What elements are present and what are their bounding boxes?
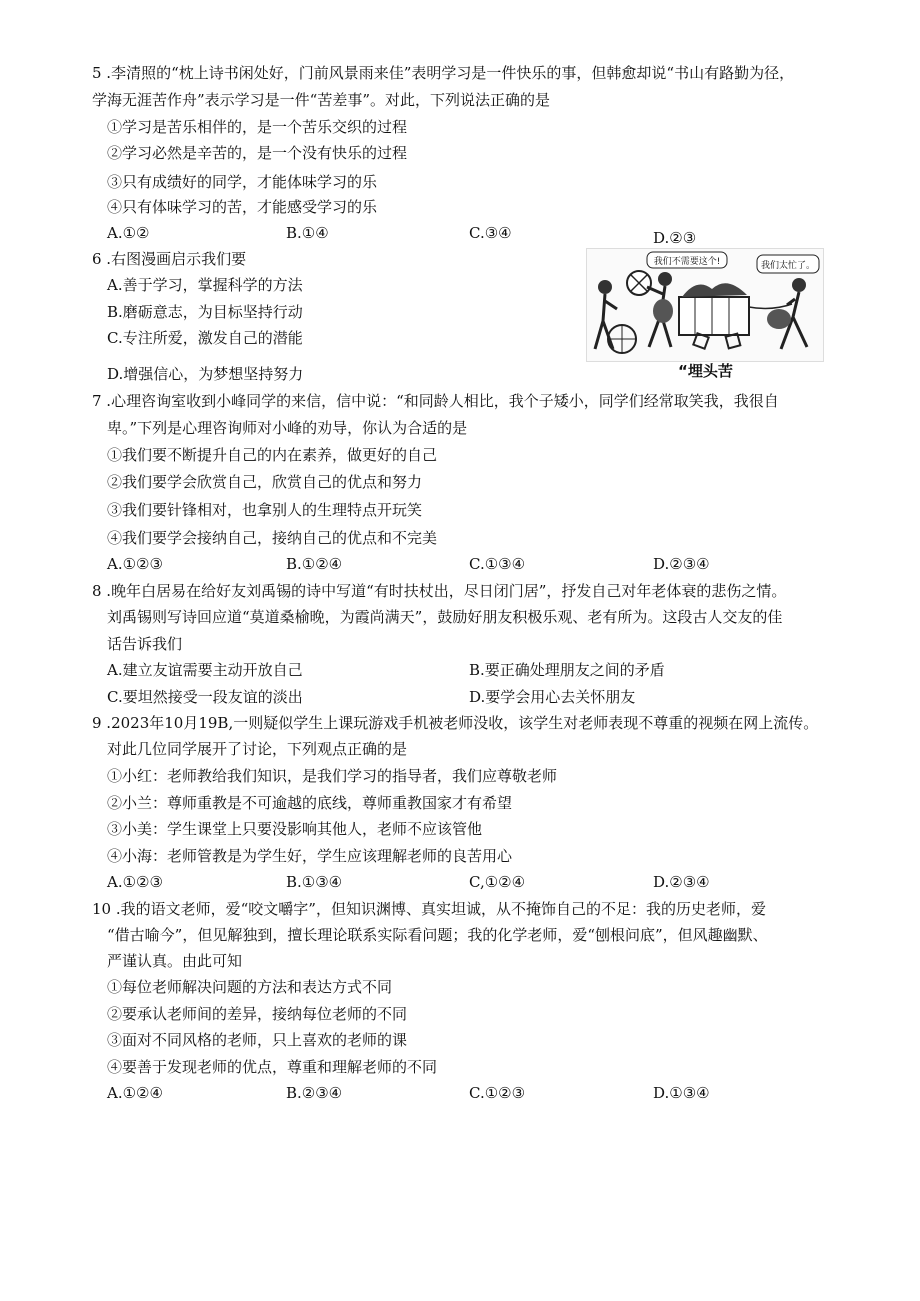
- q8-stem-line1: 8 .晚年白居易在给好友刘禹锡的诗中写道“有时扶杖出，尽日闭门居”，抒发自己对年老体衰的悲伤之情。: [92, 582, 787, 600]
- q6-option-c[interactable]: C.专注所爱，激发自己的潜能: [107, 329, 303, 347]
- cartoon-drawing: [587, 249, 823, 361]
- q10-item-2: ②要承认老师间的差异，接纳每位老师的不同: [107, 1005, 408, 1023]
- q9-option-c[interactable]: C,①②④: [469, 873, 526, 891]
- q9-stem-line2: 对此几位同学展开了讨论，下列观点正确的是: [107, 740, 408, 758]
- q8-option-c[interactable]: C.要坦然接受一段友谊的淡出: [107, 688, 303, 706]
- q7-stem-line2: 卑。”下列是心理咨询师对小峰的劝导，你认为合适的是: [107, 419, 468, 437]
- q10-stem-line1: 10 .我的语文老师，爱“咬文嚼字”，但知识渊博、真实坦诚，从不掩饰自己的不足：我的历史老师，爱: [92, 900, 766, 918]
- q9-item-4: ④小海：老师管教是为学生好，学生应该理解老师的良苦用心: [107, 847, 513, 865]
- q5-item-3: ③只有成绩好的同学，才能体味学习的乐: [107, 173, 378, 191]
- q8-option-b[interactable]: B.要正确处理朋友之间的矛盾: [469, 661, 665, 679]
- q9-item-2: ②小兰：尊师重教是不可逾越的底线，尊师重教国家才有希望: [107, 794, 513, 812]
- q10-stem-line3: 严谨认真。由此可知: [107, 952, 243, 970]
- q7-option-a[interactable]: A.①②③: [107, 555, 163, 573]
- q5-stem-line1: 5 .李清照的“枕上诗书闲处好，门前风景雨来佳”表明学习是一件快乐的事，但韩愈却说“书山有路勤为径，: [92, 64, 795, 82]
- q8-option-d[interactable]: D.要学会用心去关怀朋友: [469, 688, 636, 706]
- q5-option-b[interactable]: B.①④: [286, 224, 329, 242]
- q10-item-4: ④要善于发现老师的优点，尊重和理解老师的不同: [107, 1058, 438, 1076]
- q7-item-2: ②我们要学会欣赏自己，欣赏自己的优点和努力: [107, 473, 423, 491]
- q5-item-1: ①学习是苦乐相伴的，是一个苦乐交织的过程: [107, 118, 408, 136]
- q10-item-3: ③面对不同风格的老师，只上喜欢的老师的课: [107, 1031, 408, 1049]
- q6-option-a[interactable]: A.善于学习，掌握科学的方法: [107, 276, 303, 294]
- q7-option-c[interactable]: C.①③④: [469, 555, 526, 573]
- q7-option-d[interactable]: D.②③④: [653, 555, 710, 573]
- q5-item-4: ④只有体味学习的苦，才能感受学习的乐: [107, 198, 378, 216]
- cartoon-illustration: [586, 248, 824, 362]
- q10-option-b[interactable]: B.②③④: [286, 1084, 343, 1102]
- q10-stem-line2: “借古喻今”，但见解独到，擅长理论联系实际看问题；我的化学老师，爱“刨根问底”，但风趣幽默、: [107, 926, 768, 944]
- q7-stem-line1: 7 .心理咨询室收到小峰同学的来信，信中说：“和同龄人相比，我个子矮小，同学们经常取笑我，我很自: [92, 392, 779, 410]
- q9-option-d[interactable]: D.②③④: [653, 873, 710, 891]
- q9-item-3: ③小美：学生课堂上只要没影响其他人，老师不应该管他: [107, 820, 483, 838]
- cartoon-caption: “埋头苦: [678, 362, 733, 380]
- q10-option-a[interactable]: A.①②④: [107, 1084, 163, 1102]
- q5-item-2: ②学习必然是辛苦的，是一个没有快乐的过程: [107, 144, 408, 162]
- q7-option-b[interactable]: B.①②④: [286, 555, 343, 573]
- q5-stem-line2: 学海无涯苦作舟”表示学习是一件“苦差事”。对此，下列说法正确的是: [92, 91, 551, 109]
- q6-option-b[interactable]: B.磨砺意志，为目标坚持行动: [107, 303, 303, 321]
- q8-stem-line2: 刘禹锡则写诗回应道“莫道桑榆晚，为霞尚满天”，鼓励好朋友积极乐观、老有所为。这段古人交友的佳: [107, 608, 783, 626]
- q6-option-d[interactable]: D.增强信心，为梦想坚持努力: [107, 365, 304, 383]
- q8-stem-line3: 话告诉我们: [107, 635, 183, 653]
- cartoon-bubble-1: 我们不需要这个!: [653, 257, 721, 267]
- q9-option-b[interactable]: B.①③④: [286, 873, 343, 891]
- q10-item-1: ①每位老师解决问题的方法和表达方式不同: [107, 978, 393, 996]
- q6-stem: 6 .右图漫画启示我们要: [92, 250, 247, 268]
- q5-option-a[interactable]: A.①②: [107, 224, 150, 242]
- q10-option-d[interactable]: D.①③④: [653, 1084, 710, 1102]
- q7-item-4: ④我们要学会接纳自己，接纳自己的优点和不完美: [107, 529, 438, 547]
- q9-option-a[interactable]: A.①②③: [107, 873, 163, 891]
- q7-item-1: ①我们要不断提升自己的内在素养，做更好的自己: [107, 446, 438, 464]
- q10-option-c[interactable]: C.①②③: [469, 1084, 526, 1102]
- q8-option-a[interactable]: A.建立友谊需要主动开放自己: [107, 661, 303, 679]
- q9-item-1: ①小红：老师教给我们知识，是我们学习的指导者，我们应尊敬老师: [107, 767, 558, 785]
- q9-stem-line1: 9 .2023年10月19B,一则疑似学生上课玩游戏手机被老师没收，该学生对老师表现不尊重的视频在网上流传。: [92, 714, 819, 732]
- cartoon-bubble-2: 我们太忙了。: [760, 261, 816, 271]
- q5-option-c[interactable]: C.③④: [469, 224, 512, 242]
- q7-item-3: ③我们要针锋相对，也拿别人的生理特点开玩笑: [107, 501, 423, 519]
- q5-option-d[interactable]: D.②③: [653, 229, 697, 247]
